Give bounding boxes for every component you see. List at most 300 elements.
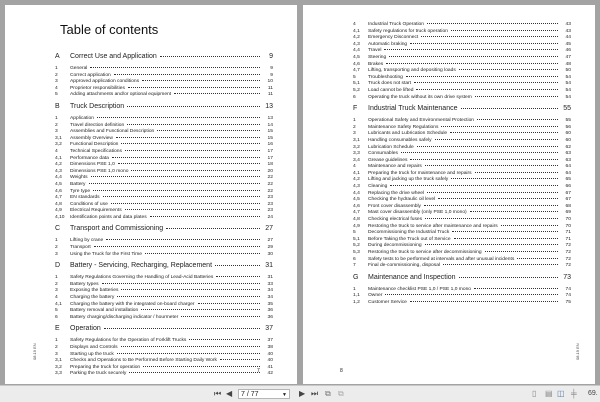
entry-title: Weights — [70, 175, 88, 181]
entry-title: Truck Description — [70, 102, 125, 110]
entry-number: 4,1 — [55, 301, 62, 307]
leader-dots — [160, 56, 260, 57]
entry-page: 17 — [267, 148, 273, 154]
entry-title: Consumables — [368, 151, 398, 157]
entry-page: 60 — [565, 137, 571, 143]
entry-title: Dimensions PSE 1,0 mono — [70, 168, 129, 174]
entry-page: 13 — [267, 115, 273, 121]
entry-number: 1 — [55, 115, 58, 121]
entry-page: 66 — [565, 184, 571, 190]
leader-dots — [121, 289, 260, 290]
entry-page: 71 — [565, 236, 571, 242]
split-icon[interactable]: ╪ — [571, 389, 577, 398]
entry-number: A — [55, 53, 60, 60]
entry-number: 1 — [353, 286, 356, 292]
leader-dots — [385, 294, 558, 295]
entry-title: Battery types — [70, 281, 99, 287]
entry-page: 54 — [565, 87, 571, 93]
leader-dots — [131, 170, 260, 171]
entry-number: 3,1 — [55, 135, 62, 141]
entry-title: EN standards — [70, 195, 100, 201]
single-page-icon[interactable]: ▯ — [532, 389, 537, 398]
toc-entry[interactable] — [353, 35, 571, 42]
toc-entry[interactable] — [353, 217, 571, 224]
entry-title: General — [70, 66, 88, 71]
last-page-icon[interactable]: ⏭ — [311, 389, 319, 398]
leader-dots — [111, 203, 260, 204]
toc-entry[interactable] — [353, 184, 571, 191]
leader-dots — [127, 124, 260, 125]
entry-title: Battery charging/discharging indicator / hourmeter — [70, 314, 179, 320]
toc-entry[interactable] — [55, 338, 273, 345]
entry-number: 3,2 — [353, 144, 360, 150]
entry-title: During decommissioning — [368, 243, 422, 249]
leader-dots — [117, 296, 260, 297]
leader-dots — [425, 218, 558, 219]
toc-entry[interactable] — [55, 295, 273, 302]
entry-number: 4,8 — [353, 217, 360, 223]
section-heading[interactable] — [55, 53, 273, 62]
entry-number: 4 — [55, 295, 58, 301]
entry-number: 4,6 — [353, 61, 360, 67]
leader-dots — [517, 258, 558, 259]
go-back-icon[interactable]: ⧉ — [325, 389, 331, 398]
toc-entry[interactable] — [55, 149, 273, 156]
toc-entry[interactable] — [55, 116, 273, 123]
toc-entry[interactable] — [353, 81, 571, 88]
entry-page: 9 — [269, 53, 273, 60]
entry-number: E — [55, 325, 60, 333]
toc-entry[interactable] — [353, 250, 571, 257]
entry-number: 4,7 — [55, 195, 62, 201]
entry-title: Lifting and jacking up the truck safely — [368, 177, 449, 183]
entry-title: Charging the battery — [70, 295, 115, 301]
entry-page: 65 — [565, 177, 571, 183]
entry-page: 40 — [267, 351, 273, 357]
entry-page: 17 — [267, 155, 273, 161]
toc-entry[interactable] — [55, 308, 273, 315]
entry-title: Cleaning — [368, 184, 388, 190]
entry-title: Load cannot be lifted — [368, 87, 414, 93]
entry-number: 4,7 — [353, 210, 360, 216]
entry-number: 5 — [55, 308, 58, 314]
entry-title: Customer Service — [368, 299, 407, 305]
leader-dots — [106, 239, 260, 240]
entry-title: Preparing the truck for maintenance and repairs — [368, 170, 472, 176]
entry-page: 27 — [265, 225, 273, 233]
leader-dots — [454, 238, 558, 239]
section-heading[interactable] — [55, 325, 273, 334]
entry-title: Dimensions PSE 1,0 — [70, 162, 115, 168]
entry-title: Mast cover disassembly (only PSE 1,0 mono) — [368, 210, 467, 216]
leader-dots — [474, 288, 558, 289]
entry-page: 31 — [267, 275, 273, 281]
entry-page: 29 — [267, 245, 273, 251]
toc-entry[interactable] — [353, 95, 571, 102]
toc-entry[interactable] — [55, 66, 273, 73]
entry-number: 6 — [353, 256, 356, 262]
entry-number: 3,1 — [353, 137, 360, 143]
toc-entry[interactable] — [353, 293, 571, 300]
entry-title: Final de-commissioning, disposal — [368, 263, 441, 269]
prev-page-icon[interactable]: ◀ — [226, 389, 233, 398]
entry-number: 4,7 — [353, 68, 360, 74]
page-number: 7 — [257, 368, 260, 374]
entry-page: 67 — [565, 190, 571, 196]
entry-number: 1 — [55, 66, 58, 71]
entry-page: 43 — [565, 22, 571, 27]
entry-page: 18 — [267, 162, 273, 168]
leader-dots — [451, 178, 558, 179]
leader-dots — [150, 216, 260, 217]
entry-page: 10 — [267, 79, 273, 85]
entry-page: 34 — [267, 288, 273, 294]
entry-page: 67 — [565, 197, 571, 203]
leader-dots — [443, 264, 558, 265]
toc-entry[interactable] — [55, 252, 273, 259]
entry-page: 54 — [565, 94, 571, 100]
entry-number: 1 — [353, 118, 356, 124]
leader-dots — [390, 185, 558, 186]
leader-dots — [459, 69, 558, 70]
leader-dots — [145, 253, 260, 254]
entry-page: 56 — [565, 124, 571, 130]
entry-title: Industrial Truck Maintenance — [368, 105, 458, 113]
toc-entry[interactable] — [55, 92, 273, 99]
entry-number: 7 — [353, 263, 356, 269]
toc-entry[interactable] — [353, 88, 571, 95]
toc-entry[interactable] — [353, 138, 571, 145]
toc-entry[interactable] — [353, 22, 571, 29]
zoom-level[interactable]: 69. — [588, 390, 598, 397]
leader-dots — [94, 246, 260, 247]
entry-page: 64 — [565, 164, 571, 170]
entry-title: Transport — [70, 245, 91, 251]
entry-title: Troubleshooting — [368, 74, 403, 80]
entry-title: Conditions of use — [70, 201, 108, 207]
page-number: 8 — [340, 368, 343, 374]
entry-page: 43 — [565, 28, 571, 34]
toc-entry[interactable] — [353, 131, 571, 138]
entry-page: 15 — [267, 135, 273, 141]
toc-entry[interactable] — [353, 197, 571, 204]
toc-entry[interactable] — [353, 287, 571, 294]
entry-number: 5 — [55, 92, 58, 98]
toc-entry[interactable] — [55, 195, 273, 202]
entry-title: Safety regulations for truck operation — [368, 28, 448, 34]
entry-page: 27 — [267, 238, 273, 244]
entry-page: 23 — [267, 195, 273, 201]
entry-title: Lubrication Schedule — [368, 144, 414, 150]
entry-page: 33 — [267, 281, 273, 287]
entry-title: Battery — [70, 181, 86, 187]
section-heading[interactable] — [55, 103, 273, 112]
entry-title: Travel — [368, 48, 382, 54]
toc-entry[interactable] — [55, 162, 273, 169]
entry-title: Restoring the truck to service after decommissioning — [368, 250, 482, 255]
entry-page: 55 — [565, 118, 571, 124]
entry-number: 3 — [55, 288, 58, 294]
entry-number: B — [55, 102, 60, 110]
entry-page: 30 — [267, 251, 273, 257]
entry-page: 70 — [565, 223, 571, 229]
toc-entry[interactable] — [55, 79, 273, 86]
entry-page: 72 — [565, 243, 571, 249]
first-page-icon[interactable]: ⏮ — [214, 389, 222, 398]
leader-dots — [117, 353, 260, 354]
entry-title: Assembly Overview — [70, 135, 113, 141]
toc-entry[interactable] — [55, 245, 273, 252]
entry-title: Electrical Requirements — [70, 208, 122, 214]
toc-entry[interactable] — [55, 345, 273, 352]
entry-page: 64 — [565, 170, 571, 176]
leader-dots — [427, 192, 558, 193]
leader-dots — [166, 228, 260, 229]
entry-number: 4 — [353, 164, 356, 170]
leader-dots — [220, 359, 260, 360]
entry-title: Emergency Disconnect — [368, 35, 419, 41]
entry-page: 71 — [565, 230, 571, 236]
entry-page: 74 — [565, 286, 571, 292]
entry-page: 13 — [265, 102, 273, 110]
page-7 — [5, 5, 297, 384]
entry-title: Front cover disassembly — [368, 203, 421, 209]
entry-title: Grease guidelines — [368, 157, 408, 163]
entry-page: 72 — [565, 263, 571, 269]
entry-number: 5,3 — [353, 250, 360, 255]
entry-number: 3,3 — [353, 151, 360, 157]
go-forward-icon[interactable]: ⧉ — [338, 389, 344, 398]
section-heading[interactable] — [55, 262, 273, 271]
leader-dots — [435, 139, 558, 140]
leader-dots — [475, 96, 558, 97]
viewer-toolbar — [0, 385, 600, 402]
entry-title: Brakes — [368, 61, 384, 67]
entry-title: Assemblies and Functional Description — [70, 129, 155, 135]
leader-dots — [401, 152, 558, 153]
entry-title: Correct application — [70, 72, 111, 78]
leader-dots — [102, 283, 260, 284]
entry-number: 2 — [55, 245, 58, 251]
toc-entry[interactable] — [55, 358, 273, 365]
entry-number: G — [353, 273, 359, 281]
entry-number: 5 — [353, 74, 356, 80]
leader-dots — [410, 43, 558, 44]
entry-number: D — [55, 262, 61, 270]
entry-page: 42 — [267, 371, 273, 377]
leader-dots — [90, 67, 260, 68]
entry-title: Checking electrical fuses — [368, 217, 423, 223]
entry-title: Safety tests to be performed at intervals and after unusual incidents — [368, 256, 515, 262]
entry-page: 72 — [565, 256, 571, 262]
next-page-icon[interactable]: ▶ — [299, 389, 306, 398]
entry-page: 15 — [267, 129, 273, 135]
leader-dots — [93, 190, 260, 191]
entry-number: 4,2 — [55, 162, 62, 168]
leader-dots — [157, 130, 260, 131]
leader-dots — [477, 119, 558, 120]
entry-title: Checking the hydraulic oil level — [368, 197, 436, 203]
entry-number: 6 — [353, 94, 356, 100]
leader-dots — [189, 339, 260, 340]
entry-page: 44 — [565, 35, 571, 41]
toc-left — [55, 49, 273, 378]
entry-number: 4,5 — [353, 54, 360, 60]
leader-dots — [125, 209, 260, 210]
entry-number: 4,9 — [353, 223, 360, 229]
leader-dots — [112, 157, 260, 158]
entry-title: Adding attachments and/or optional equipment — [70, 92, 172, 98]
two-page-icon[interactable]: ◫ — [557, 389, 565, 398]
section-heading[interactable] — [353, 274, 571, 283]
leader-dots — [438, 198, 558, 199]
leader-dots — [427, 23, 558, 24]
entry-number: 1,2 — [353, 299, 360, 305]
toc-entry[interactable] — [353, 118, 571, 125]
leader-dots — [215, 265, 260, 266]
entry-number: 2 — [55, 122, 58, 128]
entry-page: 11 — [267, 92, 273, 98]
entry-page: 31 — [265, 262, 273, 270]
toc-entry[interactable] — [353, 243, 571, 250]
toc-entry[interactable] — [353, 230, 571, 237]
entry-number: 3 — [55, 79, 58, 85]
entry-title: Maintenance and Inspection — [368, 273, 456, 281]
leader-dots — [198, 303, 260, 304]
entry-number: 4,4 — [55, 175, 62, 181]
entry-number: 5,1 — [353, 236, 360, 242]
leader-dots — [174, 93, 260, 94]
entry-page: 38 — [267, 345, 273, 350]
toc-entry[interactable] — [353, 164, 571, 171]
entry-page: 69 — [565, 210, 571, 216]
toc-entry[interactable] — [55, 129, 273, 136]
entry-title: Maintenance and repairs — [368, 164, 422, 170]
entry-title: Replacing the drive wheel — [368, 190, 425, 196]
leader-dots — [425, 244, 558, 245]
entry-page: 23 — [267, 201, 273, 207]
entry-page: 48 — [565, 61, 571, 67]
leader-dots — [89, 183, 261, 184]
toc-entry[interactable] — [55, 175, 273, 182]
leader-dots — [384, 49, 558, 50]
entry-page: 41 — [267, 364, 273, 370]
chevron-down-icon[interactable]: ▼ — [282, 392, 287, 398]
leader-dots — [103, 196, 260, 197]
entry-page: 22 — [267, 188, 273, 194]
entry-page: 54 — [565, 81, 571, 87]
entry-number: 5,2 — [353, 87, 360, 93]
toc-entry[interactable] — [353, 48, 571, 55]
leader-dots — [451, 30, 558, 31]
toc-entry[interactable] — [353, 42, 571, 49]
entry-number: 3 — [55, 251, 58, 257]
entry-title: Correct Use and Application — [70, 53, 157, 60]
entry-title: Lubricants and Lubrication Schedule — [368, 131, 448, 137]
leader-dots — [121, 143, 260, 144]
entry-title: Performance data — [70, 155, 109, 161]
entry-page: 37 — [265, 325, 273, 333]
entry-number: 4,4 — [353, 48, 360, 54]
leader-dots — [141, 309, 260, 310]
section-heading[interactable] — [55, 225, 273, 234]
toc-entry[interactable] — [55, 215, 273, 222]
entry-title: Restoring the truck to service after maintenance and repairs — [368, 223, 498, 229]
page-number-input[interactable] — [238, 389, 290, 399]
entry-page: 22 — [267, 175, 273, 181]
entry-number: 4,3 — [353, 184, 360, 190]
leader-dots — [104, 328, 260, 329]
toc-entry[interactable] — [55, 182, 273, 189]
entry-page: 36 — [267, 308, 273, 314]
entry-number: 4,4 — [353, 190, 360, 196]
entry-title: Proprietor responsibilities — [70, 85, 125, 91]
entry-number: 2 — [55, 345, 58, 350]
entry-title: Operation — [70, 325, 101, 333]
document-code: 08.19 EN — [32, 343, 37, 360]
toc-entry[interactable] — [353, 151, 571, 158]
toc-entry[interactable] — [55, 208, 273, 215]
section-heading[interactable] — [353, 105, 571, 114]
entry-title: Maintenance checklist PSE 1,0 / PSE 1,0 mono — [368, 286, 472, 292]
entry-page: 14 — [267, 122, 273, 128]
toc-entry[interactable] — [55, 315, 273, 322]
leader-dots — [125, 150, 260, 151]
entry-page: 34 — [267, 295, 273, 301]
entry-page: 9 — [270, 66, 273, 71]
leader-dots — [414, 82, 558, 83]
entry-title: Travel direction definition — [70, 122, 125, 128]
toc-entry[interactable] — [353, 55, 571, 62]
toc-entry[interactable] — [55, 371, 273, 378]
entry-title: Lifting by crane — [70, 238, 104, 244]
entry-page: 63 — [565, 157, 571, 163]
entry-title: Maintenance Safety Regulations — [368, 124, 439, 130]
leader-dots — [128, 87, 260, 88]
toc-entry[interactable] — [55, 142, 273, 149]
entry-number: 5,2 — [353, 243, 360, 249]
leader-dots — [424, 205, 558, 206]
entry-title: Charging the battery with the integrated on-board charger — [70, 301, 195, 307]
entry-title: Before Taking the Truck out of Service — [368, 236, 451, 242]
entry-title: Parking the truck securely — [70, 371, 127, 377]
entry-number: 1 — [55, 338, 58, 344]
entry-title: Steering — [368, 54, 387, 60]
entry-page: 60 — [565, 131, 571, 137]
entry-page: 35 — [267, 301, 273, 307]
leader-dots — [425, 165, 558, 166]
leader-dots — [441, 126, 558, 127]
leader-dots — [416, 89, 558, 90]
leader-dots — [410, 159, 558, 160]
leader-dots — [470, 211, 558, 212]
entry-number: 4 — [55, 148, 58, 154]
toc-entry[interactable] — [353, 300, 571, 307]
toc-entry[interactable] — [353, 263, 571, 270]
entry-page: 40 — [267, 358, 273, 364]
leader-dots — [389, 56, 558, 57]
entry-title: Checks and Operations to Be Performed Before Starting Daily Work — [70, 358, 217, 364]
entry-number: 4,9 — [55, 208, 62, 214]
toc-entry[interactable] — [353, 68, 571, 75]
leader-dots — [450, 132, 558, 133]
continuous-icon[interactable]: ▤ — [545, 389, 553, 398]
entry-title: Displays and Controls — [70, 345, 118, 350]
entry-title: Battery - Servicing, Recharging, Replacement — [70, 262, 213, 270]
entry-page: 50 — [565, 68, 571, 74]
leader-dots — [129, 372, 260, 373]
toc-entry[interactable] — [55, 275, 273, 282]
